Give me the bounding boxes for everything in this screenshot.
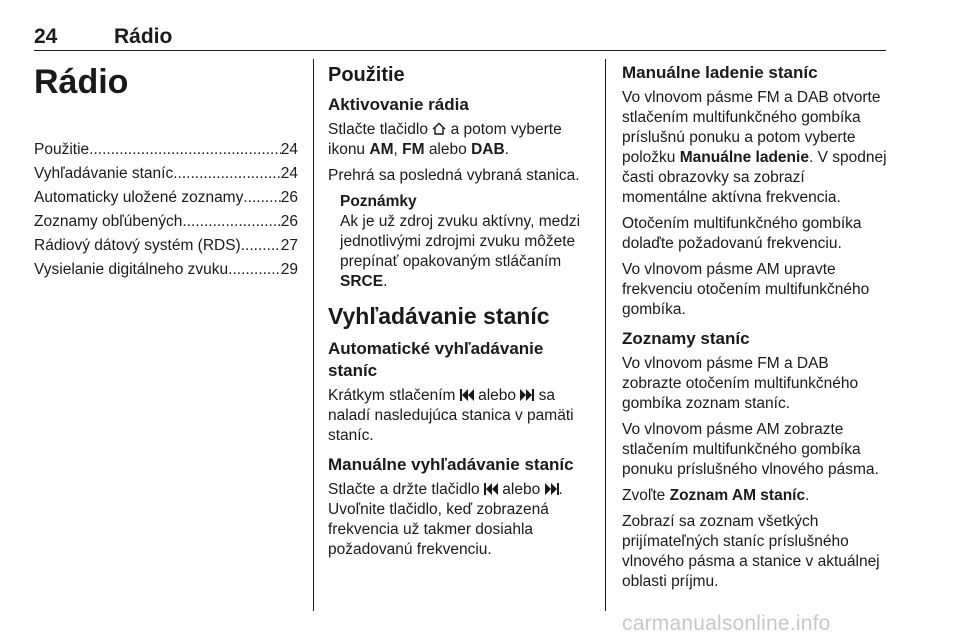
- note-text: Ak je už zdroj zvuku aktívny, medzi jednotlivými zdrojmi zvuku môžete prepínať opakovaným stláčaním SRCE.: [340, 213, 581, 290]
- seek-forward-icon: [520, 389, 534, 401]
- column-divider-1: [313, 59, 314, 611]
- toc-item[interactable]: Vysielanie digitálneho zvuku ..... 29: [34, 260, 298, 280]
- toc-item[interactable]: Rádiový dátový systém (RDS) ..... 27: [34, 236, 298, 256]
- heading-manual-search: Manuálne vyhľadávanie staníc: [328, 455, 574, 474]
- note-box: [340, 192, 590, 292]
- paragraph: Krátkym stlačením alebo sa naladí nasledujúca stanica v pamäti staníc.: [328, 387, 574, 444]
- heading-station-lists: Zoznamy staníc: [622, 329, 750, 348]
- paragraph: Stlačte tlačidlo a potom vyberte ikonu AM, FM alebo DAB.: [328, 121, 562, 158]
- seek-forward-icon: [545, 483, 559, 495]
- table-of-contents: [34, 140, 298, 280]
- page-header: [34, 26, 886, 48]
- paragraph: Vo vlnovom pásme FM a DAB zobrazte otočením multifunkčného gombíka zoznam staníc.: [622, 355, 859, 412]
- paragraph: Prehrá sa posledná vybraná stanica.: [328, 167, 580, 184]
- watermark: carmanualsonline.info: [622, 612, 831, 635]
- column-2: [328, 62, 590, 566]
- page-number: 24: [34, 25, 58, 48]
- column-divider-2: [605, 59, 606, 611]
- heading-manual-tuning: Manuálne ladenie staníc: [622, 63, 818, 82]
- chapter-title: Rádio: [34, 63, 129, 101]
- heading-activate-radio: Aktivovanie rádia: [328, 95, 469, 114]
- paragraph: Vo vlnovom pásme AM upravte frekvenciu otočením multifunkčného gombíka.: [622, 261, 870, 318]
- toc-item[interactable]: Zoznamy obľúbených ..... 26: [34, 212, 298, 232]
- seek-back-icon: [484, 483, 498, 495]
- header-rule: [34, 50, 886, 51]
- home-icon: [432, 122, 446, 135]
- paragraph: Vo vlnovom pásme FM a DAB otvorte stlačením multifunkčného gombíka príslušnú ponuku a potom vyberte položku Manuálne ladenie. V spodnej časti obrazovky sa zobrazí momentálne aktívna frekvencia.: [622, 89, 887, 206]
- paragraph: Zobrazí sa zoznam všetkých prijímateľných staníc príslušného vlnového pásma a stanice v aktuálnej oblasti príjmu.: [622, 513, 880, 590]
- note-title: Poznámky: [340, 193, 417, 210]
- paragraph: Stlačte a držte tlačidlo alebo . Uvoľnite tlačidlo, keď zobrazená frekvencia už takmer dosiahla požadovanú frekvenciu.: [328, 481, 563, 558]
- heading-auto-search: Automatické vyhľadávanie staníc: [328, 339, 544, 380]
- column-3: [622, 62, 888, 598]
- seek-back-icon: [460, 389, 474, 401]
- toc-item[interactable]: Automaticky uložené zoznamy ..... 26: [34, 188, 298, 208]
- toc-item[interactable]: Vyhľadávanie staníc ..... 24: [34, 164, 298, 184]
- paragraph: Zvoľte Zoznam AM staníc.: [622, 487, 810, 504]
- paragraph: Otočením multifunkčného gombíka dolaďte požadovanú frekvenciu.: [622, 215, 862, 252]
- heading-usage: Použitie: [328, 64, 405, 86]
- column-1: [34, 62, 298, 284]
- heading-station-search: Vyhľadávanie staníc: [328, 303, 550, 329]
- toc-item[interactable]: Použitie ..... 24: [34, 140, 298, 160]
- paragraph: Vo vlnovom pásme AM zobrazte stlačením multifunkčného gombíka ponuku príslušného vlnového pásma.: [622, 421, 879, 478]
- section-title: Rádio: [114, 25, 173, 48]
